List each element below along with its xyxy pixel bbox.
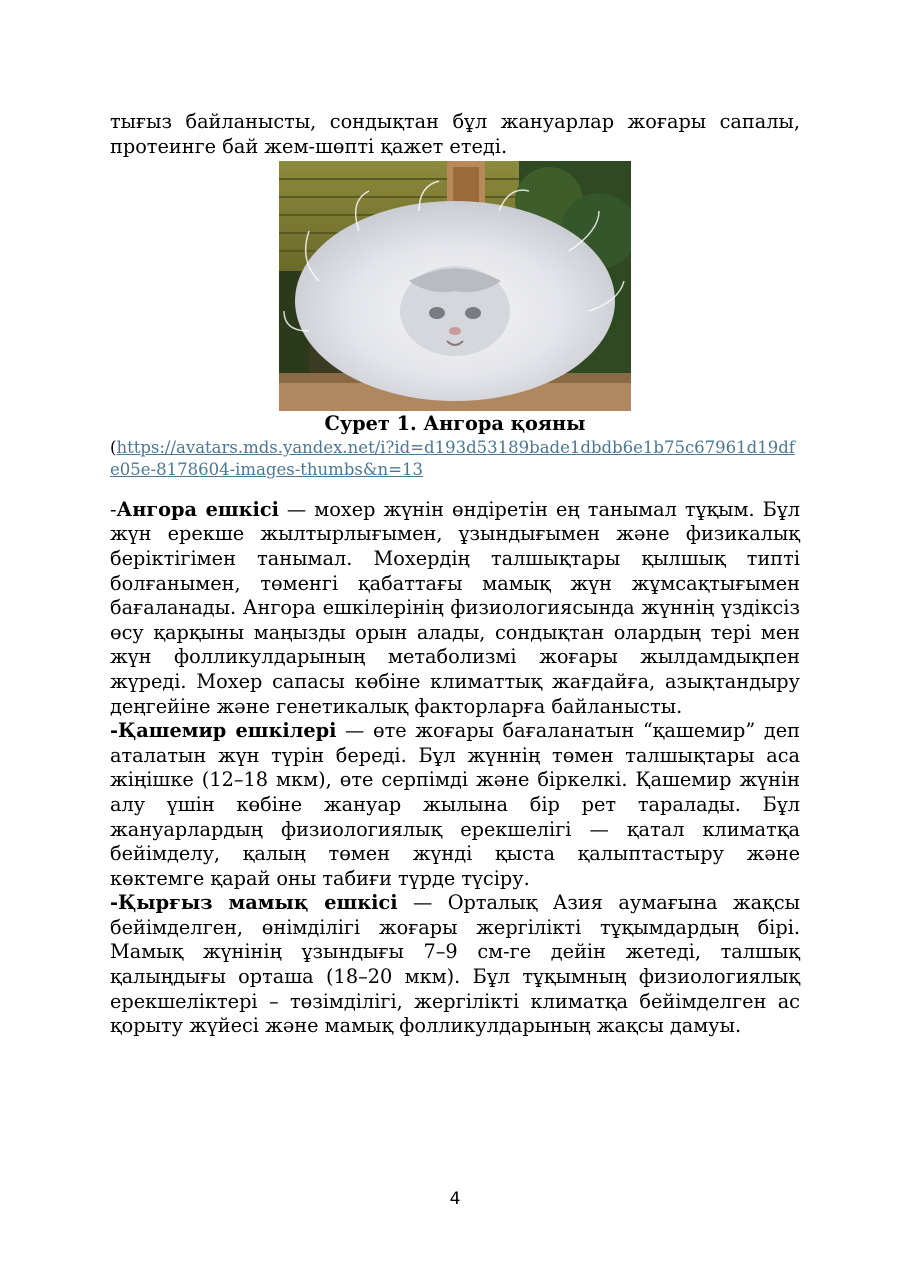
section-kyrgyz-down-goat <box>110 891 800 1039</box>
source-link[interactable]: https://avatars.mds.yandex.net/i?id=d193d53189bade1dbdb6e1b75c67961d19dfe05e-8178604-images-thumbs&n=13 <box>110 437 795 480</box>
section-body: — өте жоғары бағаланатын “қашемир” деп аталатын жүн түрін береді. Бұл жүннің төмен талшықтары аса жіңішке (12–18 мкм), өте серпімді және біркелкі. Қашемир жүнін алу үшін көбіне жануар жылына бір рет таралады. Бұл жануарлардың физиологиялық ерекшелігі — қатал климатқа бейімделу, қалың төмен жүнді қыста қалыптастыру және көктемге қарай оны табиғи түрде түсіру. <box>110 719 801 890</box>
section-prefix: - <box>110 497 117 521</box>
figure-caption: Сурет 1. Ангора қояны <box>324 412 586 436</box>
section-title: Ангора ешкісі <box>116 497 279 521</box>
section-body: — мохер жүнін өндіретін ең танымал тұқым. Бұл жүн ерекше жылтырлығымен, ұзындығымен және физикалық беріктігімен танымал. Мохердің талшықтары қылшық типті болғанымен, төменгі қабаттағы мамық жүн жұмсақтығымен бағаланады. Ангора ешкілерінің физиологиясында жүннің үздіксіз өсу қарқыны маңызды орын алады, сондықтан олардың тері мен жүн фолликулдарының метаболизмі жоғары жылдамдықпен жүреді. Мохер сапасы көбіне климаттық жағдайға, азықтандыру деңгейіне және генетикалық факторларға байланысты. <box>110 497 800 718</box>
figure-source <box>110 437 800 482</box>
section-body: — Орталық Азия аумағына жақсы бейімделген, өнімділігі жоғары жергілікті тұқымдардың бірі. Мамық жүнінің ұзындығы 7–9 см-ге дейін жетеді, талшық қалыңдығы орташа (18–20 мкм). Бұл тұқымның физиологиялық ерекшеліктері – төзімділігі, жергілікті климатқа бейімделген ас қорыту жүйесі және мамық фолликулдарының жақсы дамуы. <box>110 891 800 1038</box>
page-number: 4 <box>449 1189 461 1209</box>
intro-paragraph: тығыз байланысты, сондықтан бұл жануарлар жоғары сапалы, протеинге бай жем-шөпті қажет етеді. <box>110 110 800 158</box>
document-page <box>110 110 800 1039</box>
section-title: -Қашемир ешкілері <box>110 719 337 743</box>
source-open-paren: ( <box>110 437 117 457</box>
section-title: -Қырғыз мамық ешкісі <box>110 891 398 915</box>
angora-rabbit-photo <box>279 161 631 411</box>
section-cashmere-goat <box>110 719 800 891</box>
section-angora-goat <box>110 498 800 719</box>
